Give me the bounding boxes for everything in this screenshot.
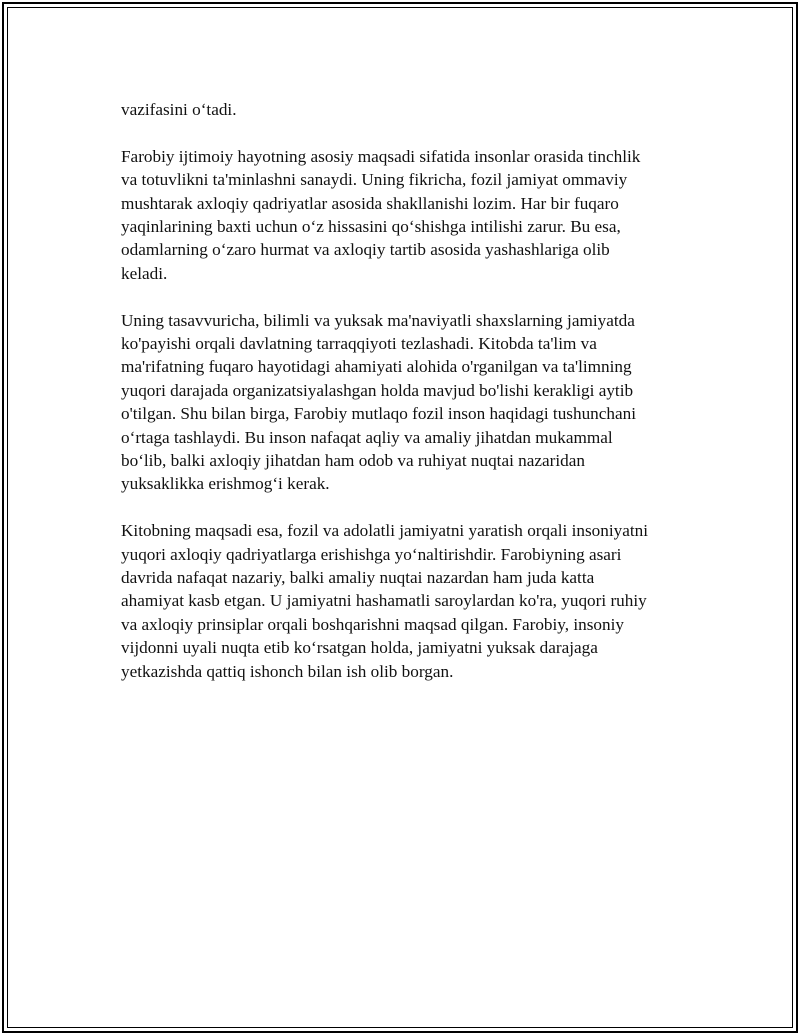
paragraph-line: yuqori axloqiy qadriyatlarga erishishga yo‘naltirishdir. Farobiyning asari (121, 544, 622, 564)
paragraph-line: ma'rifatning fuqaro hayotidagi ahamiyati alohida o'rganilgan va ta'limning (121, 357, 632, 377)
paragraph-line: Uning tasavvuricha, bilimli va yuksak ma'naviyatli shaxslarning jamiyatda (121, 310, 635, 330)
paragraph-line: o'tilgan. Shu bilan birga, Farobiy mutlaqo fozil inson haqidagi tushunchani (121, 404, 636, 424)
paragraph-line: bo‘lib, balki axloqiy jihatdan ham odob va ruhiyat nuqtai nazaridan (121, 451, 585, 471)
paragraph-4 (121, 519, 701, 683)
paragraph-line: yetkazishda qattiq ishonch bilan ish olib borgan. (121, 661, 454, 681)
paragraph-line: vazifasini o‘tadi. (121, 100, 237, 119)
paragraph-2 (121, 145, 701, 285)
paragraph-3 (121, 309, 701, 496)
paragraph-line: o‘rtaga tashlaydi. Bu inson nafaqat aqliy va amaliy jihatdan mukammal (121, 427, 613, 447)
paragraph-line: va axloqiy prinsiplar orqali boshqarishni maqsad qilgan. Farobiy, insoniy (121, 614, 624, 634)
paragraph-line: odamlarning o‘zaro hurmat va axloqiy tartib asosida yashashlariga olib (121, 240, 610, 260)
document-body (121, 98, 701, 707)
paragraph-line: mushtarak axloqiy qadriyatlar asosida shakllanishi lozim. Har bir fuqaro (121, 193, 619, 213)
paragraph-line: davrida nafaqat nazariy, balki amaliy nuqtai nazardan ham juda katta (121, 568, 595, 588)
paragraph-line: vijdonni uyali nuqta etib ko‘rsatgan holda, jamiyatni yuksak darajaga (121, 638, 598, 658)
paragraph-1 (121, 98, 701, 121)
paragraph-line: yuqori darajada organizatsiyalashgan holda mavjud bo'lishi kerakligi aytib (121, 380, 634, 400)
paragraph-line: ko'payishi orqali davlatning tarraqqiyoti tezlashadi. Kitobda ta'lim va (121, 334, 597, 354)
paragraph-line: yuksaklikka erishmog‘i kerak. (121, 474, 330, 494)
paragraph-line: Kitobning maqsadi esa, fozil va adolatli jamiyatni yaratish orqali insoniyatni (121, 521, 648, 541)
paragraph-line: Farobiy ijtimoiy hayotning asosiy maqsadi sifatida insonlar orasida tinchlik (121, 146, 641, 166)
paragraph-line: va totuvlikni ta'minlashni sanaydi. Uning fikricha, fozil jamiyat ommaviy (121, 170, 628, 190)
paragraph-line: keladi. (121, 263, 168, 283)
page-frame (2, 2, 798, 1033)
paragraph-line: ahamiyat kasb etgan. U jamiyatni hashamatli saroylardan ko'ra, yuqori ruhiy (121, 591, 647, 611)
paragraph-line: yaqinlarining baxti uchun o‘z hissasini qo‘shishga intilishi zarur. Bu esa, (121, 217, 621, 237)
